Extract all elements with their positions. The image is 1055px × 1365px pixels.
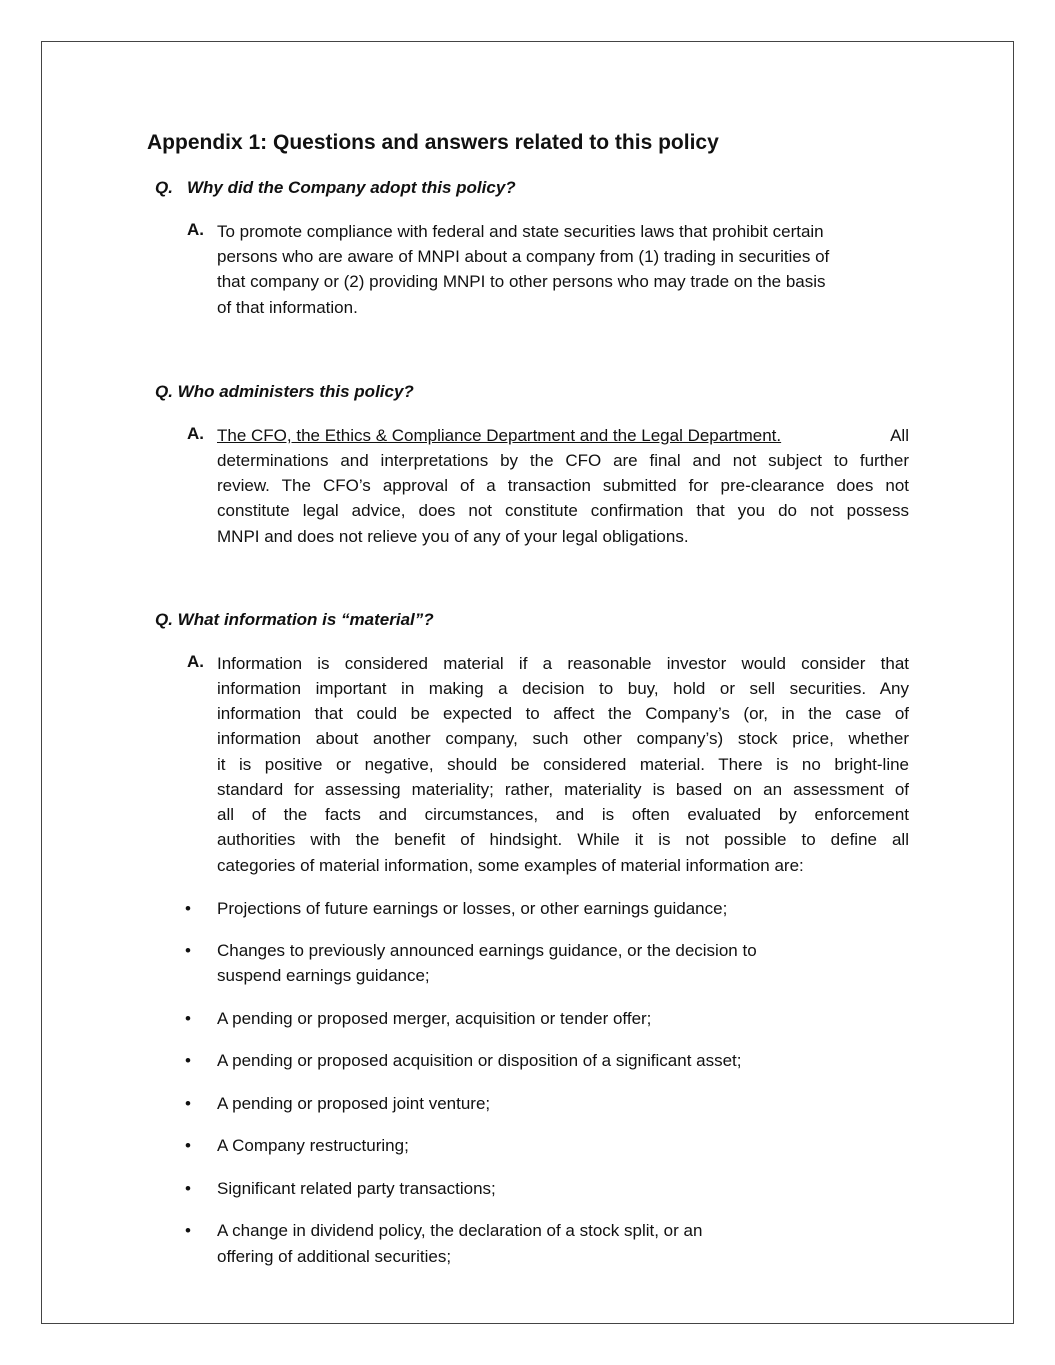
- answer-2-line: review. The CFO’s approval of a transaction submitted for pre-clearance does not: [217, 476, 909, 495]
- bullet-icon: •: [185, 941, 191, 960]
- answer-2-line: constitute legal advice, does not constitute confirmation that you do not possess: [217, 501, 909, 520]
- bullet-item: Changes to previously announced earnings guidance, or the decision to: [217, 941, 757, 960]
- bullet-icon: •: [185, 1094, 191, 1113]
- bullet-item: A pending or proposed merger, acquisition or tender offer;: [217, 1009, 652, 1028]
- question-3: Q. What information is “material”?: [155, 610, 434, 629]
- bullet-icon: •: [185, 1136, 191, 1155]
- answer-3-line: categories of material information, some examples of material information are:: [217, 856, 804, 875]
- answer-label: A.: [187, 220, 204, 239]
- bullet-icon: •: [185, 899, 191, 918]
- answer-2-line: determinations and interpretations by the CFO are final and not subject to further: [217, 451, 909, 470]
- answer-2-line: MNPI and does not relieve you of any of your legal obligations.: [217, 527, 689, 546]
- answer-3-line: information important in making a decision to buy, hold or sell securities. Any: [217, 679, 909, 698]
- answer-3-line: information that could be expected to affect the Company’s (or, in the case of: [217, 704, 909, 723]
- answer-3-line: information about another company, such other company’s) stock price, whether: [217, 729, 909, 748]
- bullet-item-cont: offering of additional securities;: [217, 1247, 452, 1266]
- answer-3-line: it is positive or negative, should be considered material. There is no bright-line: [217, 755, 909, 774]
- answer-label: A.: [187, 652, 204, 671]
- answer-1-line: that company or (2) providing MNPI to other persons who may trade on the basis: [217, 272, 826, 291]
- answer-3-line: standard for assessing materiality; rather, materiality is based on an assessment of: [217, 780, 909, 799]
- bullet-item: Significant related party transactions;: [217, 1179, 496, 1198]
- answer-3-line: authorities with the benefit of hindsight. While it is not possible to define all: [217, 830, 909, 849]
- bullet-icon: •: [185, 1009, 191, 1028]
- bullet-item: Projections of future earnings or losses, or other earnings guidance;: [217, 899, 728, 918]
- responsible-parties: The CFO, the Ethics & Compliance Department and the Legal Department.: [217, 426, 782, 445]
- bullet-item: A pending or proposed joint venture;: [217, 1094, 491, 1113]
- bullet-icon: •: [185, 1179, 191, 1198]
- answer-2-first-line: [217, 423, 909, 448]
- page-title: Appendix 1: Questions and answers related to this policy: [147, 131, 719, 154]
- question-2: Q. Who administers this policy?: [155, 382, 414, 401]
- bullet-item-cont: suspend earnings guidance;: [217, 966, 430, 985]
- bullet-item: A change in dividend policy, the declaration of a stock split, or an: [217, 1221, 703, 1240]
- bullet-icon: •: [185, 1051, 191, 1070]
- answer-1-line: persons who are aware of MNPI about a company from (1) trading in securities of: [217, 247, 830, 266]
- answer-label: A.: [187, 424, 204, 443]
- bullet-icon: •: [185, 1221, 191, 1240]
- bullet-item: A pending or proposed acquisition or disposition of a significant asset;: [217, 1051, 742, 1070]
- answer-2-text: All: [890, 426, 909, 445]
- bullet-item: A Company restructuring;: [217, 1136, 409, 1155]
- question-label: Q.: [155, 178, 173, 197]
- answer-3-line: all of the facts and circumstances, and is often evaluated by enforcement: [217, 805, 909, 824]
- question-1: Why did the Company adopt this policy?: [187, 178, 516, 197]
- answer-1-line: of that information.: [217, 298, 358, 317]
- answer-1-line: To promote compliance with federal and state securities laws that prohibit certain: [217, 222, 824, 241]
- answer-3-line: Information is considered material if a reasonable investor would consider that: [217, 654, 909, 673]
